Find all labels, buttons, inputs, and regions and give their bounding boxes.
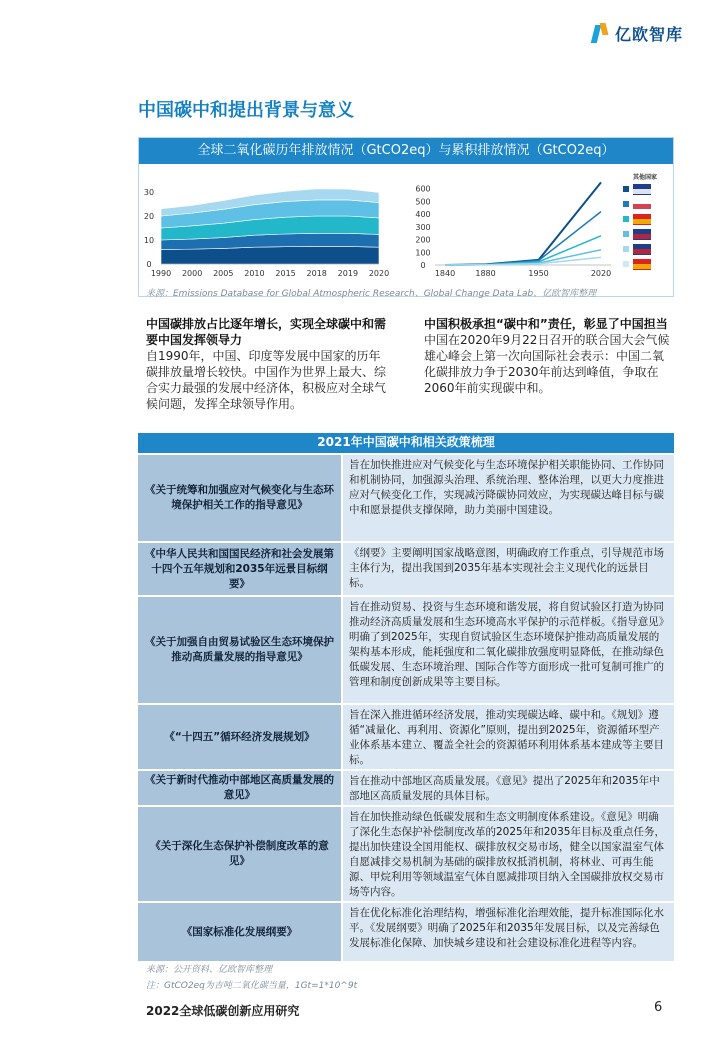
legend-flag-stripe-6: [633, 264, 651, 269]
table-row: [138, 455, 674, 541]
source-note: 来源：公开资料、亿欧智库整理: [146, 965, 273, 975]
legend-swatch-6: [623, 261, 629, 267]
area-x-tick: 2019: [337, 269, 359, 278]
table-row: [138, 705, 674, 769]
right-lead: [424, 316, 672, 396]
chart-panel: [138, 137, 674, 297]
line-y-tick: 300: [415, 222, 431, 232]
table-row: [138, 543, 674, 595]
legend-swatch-4: [623, 231, 629, 237]
area-x-tick: 2005: [213, 269, 234, 278]
area-x-tick: 2018: [306, 269, 327, 278]
logo-icon: [593, 23, 611, 45]
unit-note: 注：GtCO2eq为吉吨二氧化碳当量，1Gt=1*10^9t: [146, 981, 358, 991]
line-x-tick: 1950: [528, 269, 549, 278]
line-y-tick: 600: [415, 184, 431, 194]
chart-panel-title: 全球二氧化碳历年排放情况（GtCO2eq）与累积排放情况（GtCO2eq）: [139, 138, 673, 164]
line-series-2: [445, 212, 601, 265]
page-number: 6: [654, 1000, 663, 1015]
legend-flag-stripe-1: [633, 189, 651, 194]
left-lead-title: 中国碳排放占比逐年增长，实现全球碳中和需要中国发挥领导力: [146, 317, 387, 347]
policy-desc: 旨在优化标准化治理结构，增强标准化治理效能，提升标准国际化水平。《发展纲要》明确了2025年和2035年发展目标，以及完善绿色发展标准化保障、加快城乡建设和社会建设标准化进程等内容。: [343, 903, 674, 961]
policy-name: 《中华人民共和国国民经济和社会发展第十四个五年规划和2035年远景目标纲要》: [138, 543, 341, 595]
line-y-tick: 500: [415, 197, 431, 207]
right-lead-title: 中国积极承担“碳中和”责任，彰显了中国担当: [424, 317, 668, 331]
table-row: [138, 807, 674, 901]
legend-swatch-5: [623, 246, 629, 252]
policy-name: 《关于深化生态保护补偿制度改革的意见》: [138, 807, 341, 901]
brand-name: 亿欧智库: [614, 25, 683, 44]
line-y-tick: 400: [415, 210, 431, 220]
policy-name: 《国家标准化发展纲要》: [138, 903, 341, 961]
area-y-tick: 20: [143, 212, 155, 221]
charts-svg: [139, 164, 675, 298]
table-row: [138, 771, 674, 805]
area-x-tick: 2010: [244, 269, 265, 278]
line-y-tick: 200: [415, 235, 431, 245]
legend-swatch-1: [623, 186, 629, 192]
line-y-tick: 0: [420, 261, 426, 270]
policy-desc: 旨在深入推进循环经济发展，推动实现碳达峰、碳中和。《规划》遵循“减量化、再利用、资源化”原则，提出到2025年，资源循环型产业体系基本建立、覆盖全社会的资源循环利用体系基本建成等主要目标。: [343, 705, 674, 769]
legend-swatch-3: [623, 216, 629, 222]
legend-flag-stripe-4: [633, 234, 651, 239]
policy-desc: 旨在加快推进应对气候变化与生态环境保护相关职能协同、工作协同和机制协同，加强源头治理、系统治理、整体治理，以更大力度推进应对气候变化工作，实现减污降碳协同效应，为实现碳达峰目标与碳中和愿景提供支撑保障，助力美丽中国建设。: [343, 455, 674, 541]
area-y-tick: 0: [146, 260, 152, 269]
area-x-tick: 1990: [150, 269, 172, 278]
legend-flag-stripe-3: [633, 219, 651, 224]
policy-name: 《“十四五”循环经济发展规划》: [138, 705, 341, 769]
policy-desc: 旨在推动中部地区高质量发展。《意见》提出了2025年和2035年中部地区高质量发展的具体目标。: [343, 771, 674, 805]
policy-name: 《关于统筹和加强应对气候变化与生态环境保护相关工作的指导意见》: [138, 455, 341, 541]
left-lead: [146, 316, 390, 412]
line-series-1: [445, 182, 601, 265]
table-row: [138, 903, 674, 961]
left-lead-body: 自1990年，中国、印度等发展中国家的历年碳排放量增长较快。中国作为世界上最大、综合实力最强的发展中经济体，积极应对全球气候问题，发挥全球领导作用。: [146, 349, 387, 411]
footer-title: 2022全球低碳创新应用研究: [146, 1004, 300, 1018]
legend-swatch-2: [623, 201, 629, 207]
policy-desc: 旨在推动贸易、投资与生态环境和谐发展，将自贸试验区打造为协同推动经济高质量发展和生态环境高水平保护的示范样板。《指导意见》明确了到2025年，实现自贸试验区生态环境保护推动高质量发展的架构基本形成，能耗强度和二氧化碳排放强度明显降低，在推动绿色低碳发展、生态环境治理、国际合作等方面形成一批可复制可推广的管理和制度创新成果等主要目标。: [343, 597, 674, 703]
page-title: 中国碳中和提出背景与意义: [138, 100, 354, 121]
policy-table-title: 2021年中国碳中和相关政策梳理: [138, 433, 674, 453]
line-legend-title: 其他国家: [633, 174, 658, 181]
area-y-tick: 30: [143, 188, 155, 197]
legend-flag-stripe-5: [633, 249, 651, 254]
policy-name: 《关于新时代推动中部地区高质量发展的意见》: [138, 771, 341, 805]
chart-source: 来源：Emissions Database for Global Atmospheric Research、Global Change Data Lab、亿欧智库整理: [146, 289, 597, 299]
line-x-tick: 1880: [475, 269, 496, 278]
line-x-tick: 1840: [434, 269, 456, 278]
area-x-tick: 2015: [275, 269, 296, 278]
policy-desc: 旨在加快推动绿色低碳发展和生态文明制度体系建设。《意见》明确了深化生态保护补偿制度改革的2025年和2035年目标及重点任务，提出加快建设全国用能权、碳排放权交易市场，健全以国家温室气体自愿减排交易机制为基础的碳排放权抵消机制，将林业、可再生能源、甲烷利用等领域温室气体自愿减排项目纳入全国碳排放权交易市场等内容。: [343, 807, 674, 901]
legend-flag-stripe-2: [633, 204, 651, 209]
brand-logo: [593, 22, 683, 45]
policy-name: 《关于加强自由贸易试验区生态环境保护推动高质量发展的指导意见》: [138, 597, 341, 703]
area-y-tick: 10: [143, 236, 155, 245]
table-row: [138, 597, 674, 703]
right-lead-body: 中国在2020年9月22日召开的联合国大会气候雄心峰会上第一次向国际社会表示：中国二氧化碳排放力争于2030年前达到峰值，争取在2060年前实现碳中和。: [424, 333, 670, 395]
line-y-tick: 100: [415, 248, 431, 258]
line-x-tick: 2020: [590, 269, 612, 278]
area-x-tick: 2020: [368, 269, 390, 278]
policy-table: [138, 433, 674, 961]
area-x-tick: 2000: [181, 269, 203, 278]
policy-desc: 《纲要》主要阐明国家战略意图，明确政府工作重点，引导规范市场主体行为，提出我国到2035年基本实现社会主义现代化的远景目标。: [343, 543, 674, 595]
